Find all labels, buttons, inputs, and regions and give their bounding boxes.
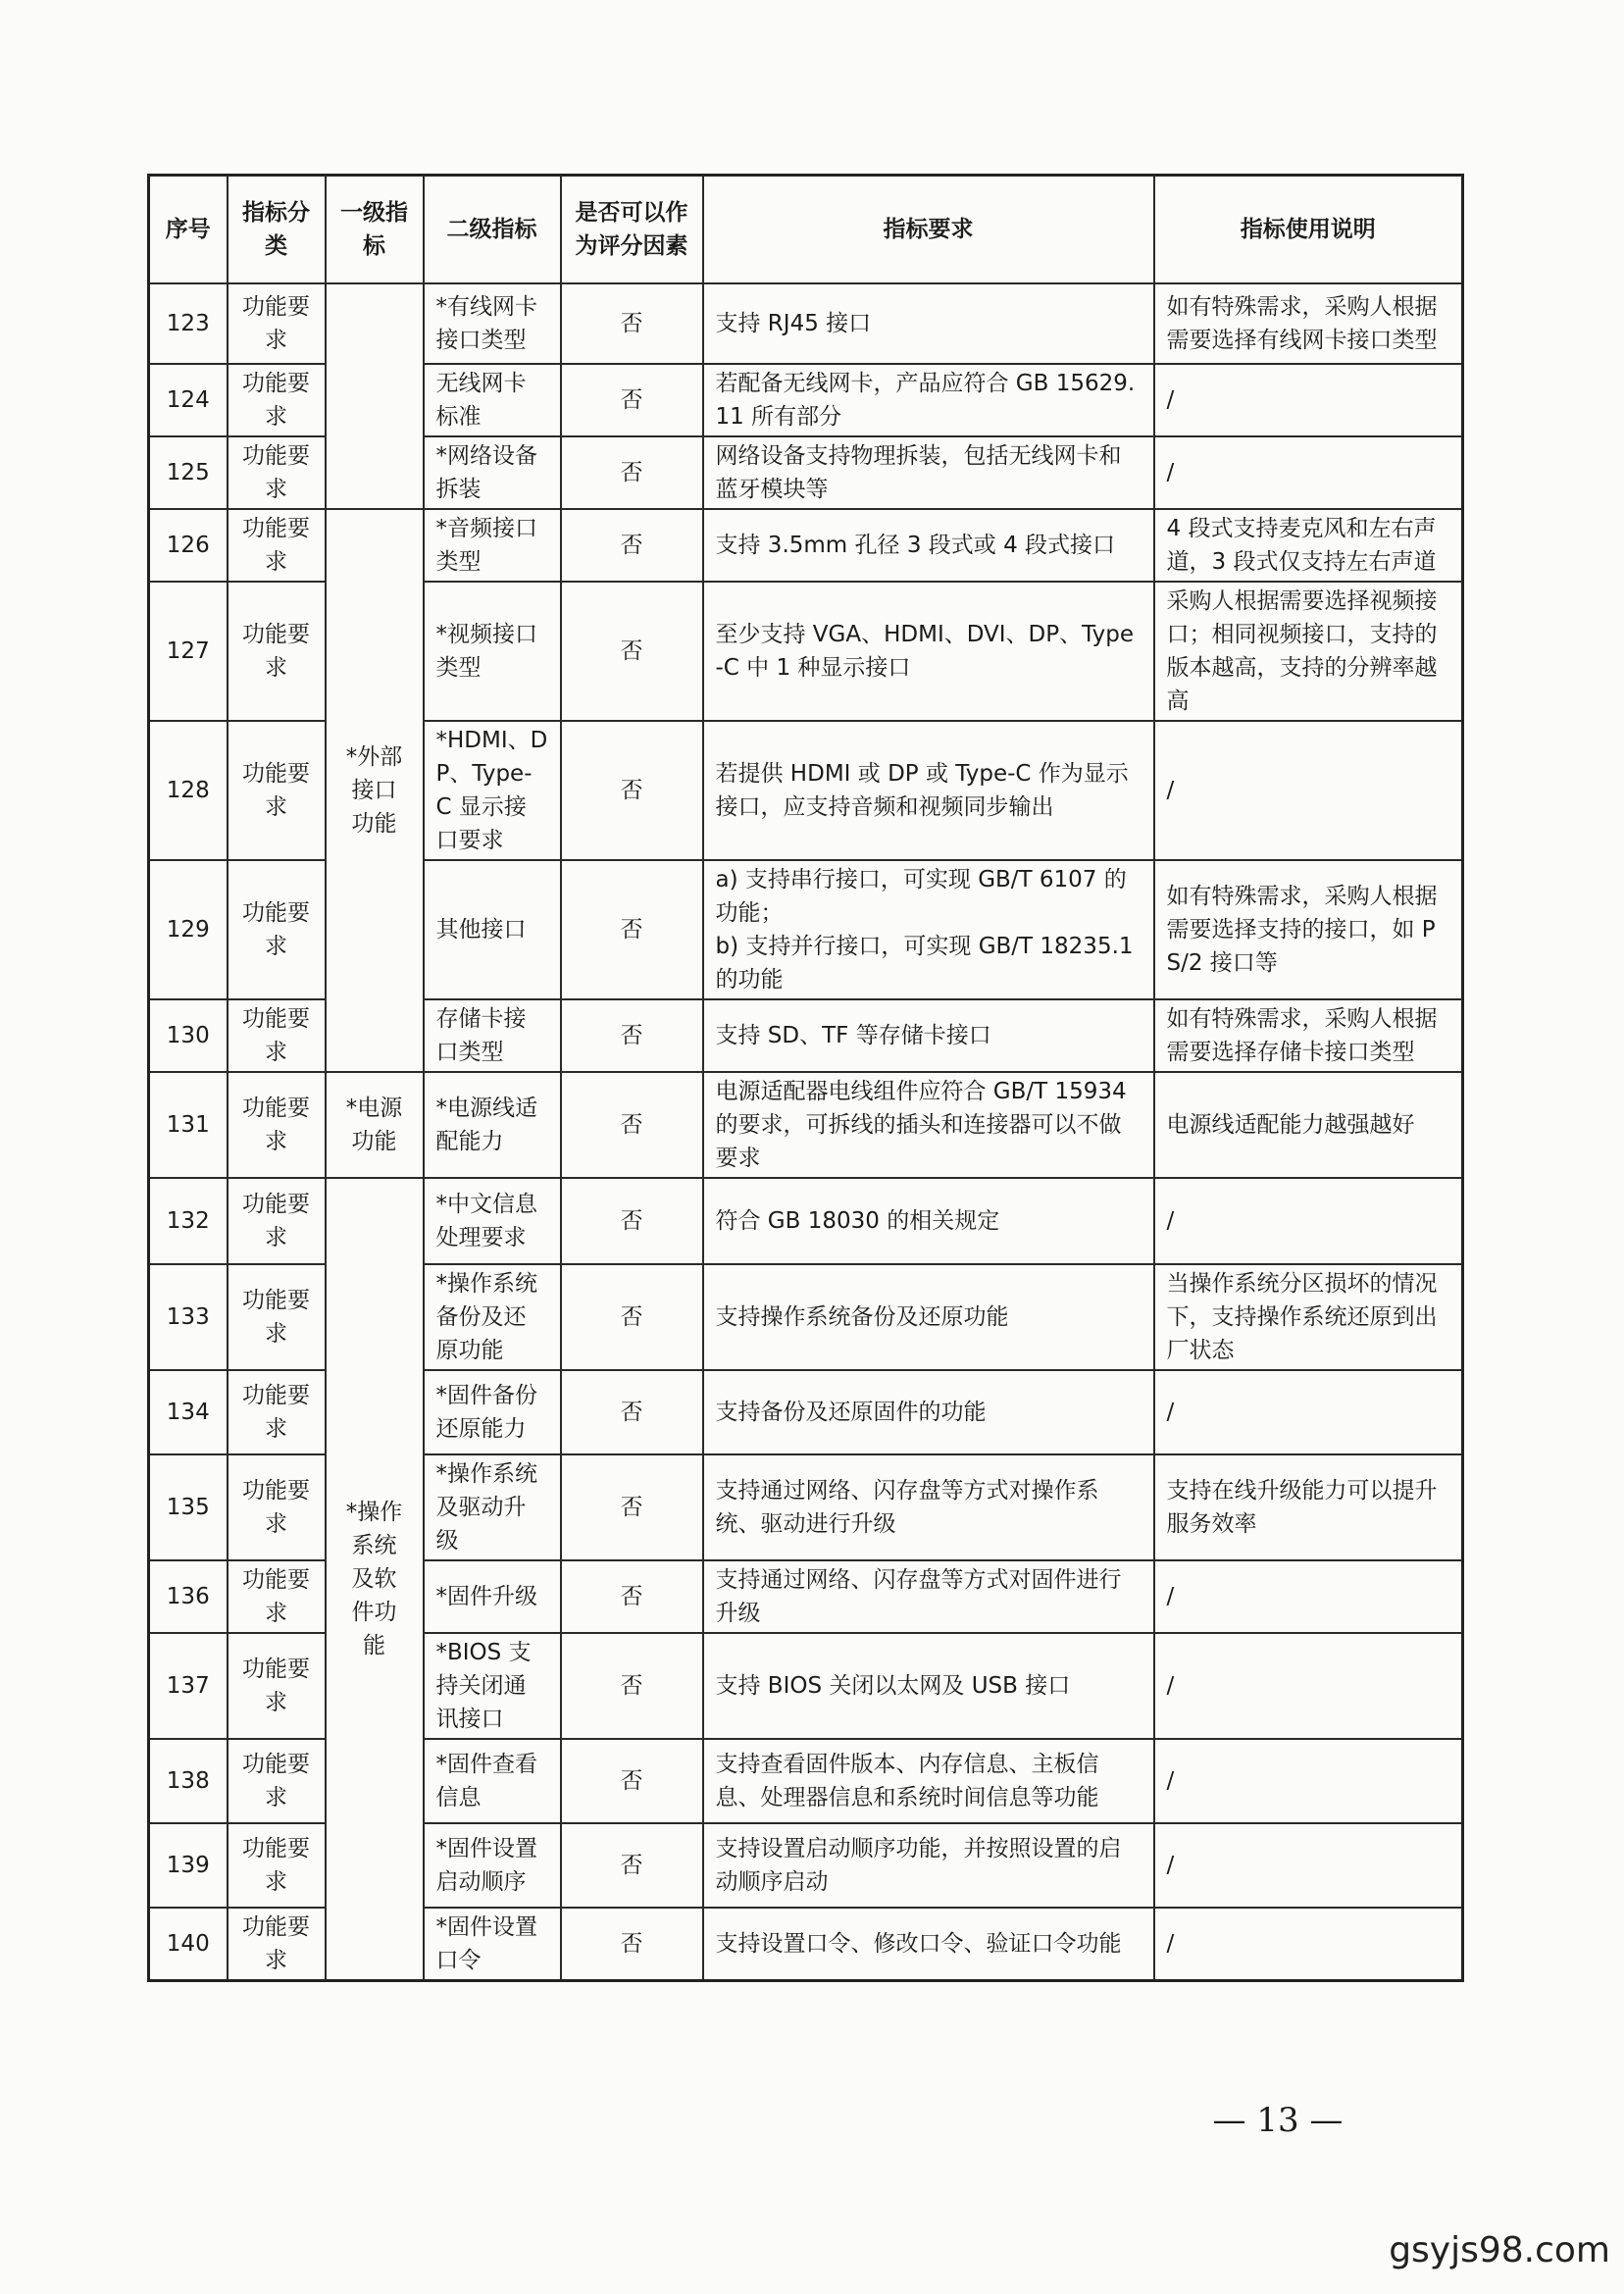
row-level2: 其他接口 (424, 860, 561, 999)
row-note: / (1154, 364, 1463, 436)
row-level2: *有线网卡接口类型 (424, 283, 561, 364)
row-score-factor: 否 (561, 1823, 703, 1908)
row-score-factor: 否 (561, 509, 703, 582)
row-category: 功能要求 (228, 860, 326, 999)
level1-indicator: *电源 功能 (326, 1072, 424, 1178)
table-row (149, 283, 1463, 364)
row-category: 功能要求 (228, 436, 326, 509)
row-requirement: 符合 GB 18030 的相关规定 (703, 1178, 1154, 1264)
level1-indicator: *操作 系统 及软 件功 能 (326, 1178, 424, 1981)
row-note: / (1154, 436, 1463, 509)
row-number: 138 (149, 1739, 228, 1823)
row-note: 采购人根据需要选择视频接口；相同视频接口，支持的版本越高，支持的分辨率越高 (1154, 582, 1463, 721)
row-requirement: 支持操作系统备份及还原功能 (703, 1264, 1154, 1370)
row-level2: *视频接口类型 (424, 582, 561, 721)
watermark: gsyjs98.com (1389, 2230, 1610, 2270)
row-score-factor: 否 (561, 436, 703, 509)
row-level2: *固件备份还原能力 (424, 1370, 561, 1454)
row-number: 133 (149, 1264, 228, 1370)
row-level2: *中文信息处理要求 (424, 1178, 561, 1264)
row-category: 功能要求 (228, 1178, 326, 1264)
row-level2: *网络设备拆装 (424, 436, 561, 509)
row-number: 137 (149, 1633, 228, 1739)
row-requirement: 支持 RJ45 接口 (703, 283, 1154, 364)
row-requirement: 支持 SD、TF 等存储卡接口 (703, 999, 1154, 1072)
row-level2: *固件设置口令 (424, 1908, 561, 1981)
row-category: 功能要求 (228, 1560, 326, 1633)
row-note: / (1154, 1370, 1463, 1454)
row-requirement: 电源适配器电线组件应符合 GB/T 15934 的要求，可拆线的插头和连接器可以不做要求 (703, 1072, 1154, 1178)
row-score-factor: 否 (561, 1454, 703, 1560)
row-category: 功能要求 (228, 1739, 326, 1823)
row-score-factor: 否 (561, 1264, 703, 1370)
row-number: 130 (149, 999, 228, 1072)
row-score-factor: 否 (561, 364, 703, 436)
row-category: 功能要求 (228, 999, 326, 1072)
row-level2: *固件查看信息 (424, 1739, 561, 1823)
row-note: / (1154, 1560, 1463, 1633)
row-level2: *BIOS 支持关闭通讯接口 (424, 1633, 561, 1739)
row-category: 功能要求 (228, 1072, 326, 1178)
row-note: 支持在线升级能力可以提升服务效率 (1154, 1454, 1463, 1560)
row-level2: *操作系统备份及还原功能 (424, 1264, 561, 1370)
row-note: 4 段式支持麦克风和左右声道，3 段式仅支持左右声道 (1154, 509, 1463, 582)
table-header (149, 176, 1463, 284)
row-level2: *音频接口类型 (424, 509, 561, 582)
row-number: 135 (149, 1454, 228, 1560)
row-note: 如有特殊需求，采购人根据需要选择存储卡接口类型 (1154, 999, 1463, 1072)
row-number: 127 (149, 582, 228, 721)
row-category: 功能要求 (228, 1633, 326, 1739)
row-score-factor: 否 (561, 860, 703, 999)
table-row (149, 1072, 1463, 1178)
row-category: 功能要求 (228, 1908, 326, 1981)
row-number: 124 (149, 364, 228, 436)
row-number: 123 (149, 283, 228, 364)
header-level1: 一级指标 (326, 176, 424, 284)
level1-indicator: *外部 接口 功能 (326, 509, 424, 1072)
level1-indicator (326, 283, 424, 509)
row-number: 132 (149, 1178, 228, 1264)
header-level2: 二级指标 (424, 176, 561, 284)
row-category: 功能要求 (228, 582, 326, 721)
row-category: 功能要求 (228, 1370, 326, 1454)
row-level2: *固件设置启动顺序 (424, 1823, 561, 1908)
row-note: 如有特殊需求，采购人根据需要选择有线网卡接口类型 (1154, 283, 1463, 364)
row-requirement: a) 支持串行接口，可实现 GB/T 6107 的功能； b) 支持并行接口，可实现 GB/T 18235.1 的功能 (703, 860, 1154, 999)
table-row (149, 1178, 1463, 1264)
row-number: 125 (149, 436, 228, 509)
table-row (149, 509, 1463, 582)
row-score-factor: 否 (561, 1739, 703, 1823)
row-requirement: 支持设置口令、修改口令、验证口令功能 (703, 1908, 1154, 1981)
row-number: 129 (149, 860, 228, 999)
row-note: / (1154, 1908, 1463, 1981)
row-requirement: 若配备无线网卡，产品应符合 GB 15629.11 所有部分 (703, 364, 1154, 436)
header-note: 指标使用说明 (1154, 176, 1463, 284)
row-note: / (1154, 721, 1463, 860)
row-requirement: 至少支持 VGA、HDMI、DVI、DP、Type-C 中 1 种显示接口 (703, 582, 1154, 721)
row-score-factor: 否 (561, 283, 703, 364)
row-note: / (1154, 1633, 1463, 1739)
row-number: 136 (149, 1560, 228, 1633)
row-number: 139 (149, 1823, 228, 1908)
row-number: 128 (149, 721, 228, 860)
header-score: 是否可以作为评分因素 (561, 176, 703, 284)
row-category: 功能要求 (228, 509, 326, 582)
row-score-factor: 否 (561, 1178, 703, 1264)
row-requirement: 支持 3.5mm 孔径 3 段式或 4 段式接口 (703, 509, 1154, 582)
spec-table (147, 174, 1464, 1982)
row-number: 134 (149, 1370, 228, 1454)
header-row (149, 176, 1463, 284)
row-note: / (1154, 1178, 1463, 1264)
row-level2: 无线网卡标准 (424, 364, 561, 436)
header-requirement: 指标要求 (703, 176, 1154, 284)
row-score-factor: 否 (561, 1370, 703, 1454)
row-score-factor: 否 (561, 999, 703, 1072)
row-level2: *电源线适配能力 (424, 1072, 561, 1178)
row-number: 131 (149, 1072, 228, 1178)
row-level2: 存储卡接口类型 (424, 999, 561, 1072)
row-score-factor: 否 (561, 582, 703, 721)
row-score-factor: 否 (561, 1072, 703, 1178)
row-requirement: 网络设备支持物理拆装，包括无线网卡和蓝牙模块等 (703, 436, 1154, 509)
row-requirement: 支持备份及还原固件的功能 (703, 1370, 1154, 1454)
row-note: 当操作系统分区损坏的情况下，支持操作系统还原到出厂状态 (1154, 1264, 1463, 1370)
header-num: 序号 (149, 176, 228, 284)
row-category: 功能要求 (228, 283, 326, 364)
row-level2: *操作系统及驱动升级 (424, 1454, 561, 1560)
row-score-factor: 否 (561, 1633, 703, 1739)
row-score-factor: 否 (561, 721, 703, 860)
row-level2: *HDMI、DP、Type-C 显示接口要求 (424, 721, 561, 860)
row-score-factor: 否 (561, 1560, 703, 1633)
table-body (149, 283, 1463, 1981)
row-number: 126 (149, 509, 228, 582)
row-score-factor: 否 (561, 1908, 703, 1981)
row-note: / (1154, 1739, 1463, 1823)
row-category: 功能要求 (228, 1823, 326, 1908)
row-requirement: 支持设置启动顺序功能，并按照设置的启动顺序启动 (703, 1823, 1154, 1908)
row-note: 电源线适配能力越强越好 (1154, 1072, 1463, 1178)
header-category: 指标分类 (228, 176, 326, 284)
row-requirement: 支持 BIOS 关闭以太网及 USB 接口 (703, 1633, 1154, 1739)
row-category: 功能要求 (228, 364, 326, 436)
row-note: / (1154, 1823, 1463, 1908)
row-level2: *固件升级 (424, 1560, 561, 1633)
row-requirement: 支持通过网络、闪存盘等方式对操作系统、驱动进行升级 (703, 1454, 1154, 1560)
row-category: 功能要求 (228, 721, 326, 860)
row-requirement: 若提供 HDMI 或 DP 或 Type-C 作为显示接口，应支持音频和视频同步输出 (703, 721, 1154, 860)
row-category: 功能要求 (228, 1264, 326, 1370)
row-note: 如有特殊需求，采购人根据需要选择支持的接口，如 PS/2 接口等 (1154, 860, 1463, 999)
row-requirement: 支持通过网络、闪存盘等方式对固件进行升级 (703, 1560, 1154, 1633)
row-requirement: 支持查看固件版本、内存信息、主板信息、处理器信息和系统时间信息等功能 (703, 1739, 1154, 1823)
row-category: 功能要求 (228, 1454, 326, 1560)
row-number: 140 (149, 1908, 228, 1981)
page-number: — 13 — (1212, 2101, 1344, 2140)
